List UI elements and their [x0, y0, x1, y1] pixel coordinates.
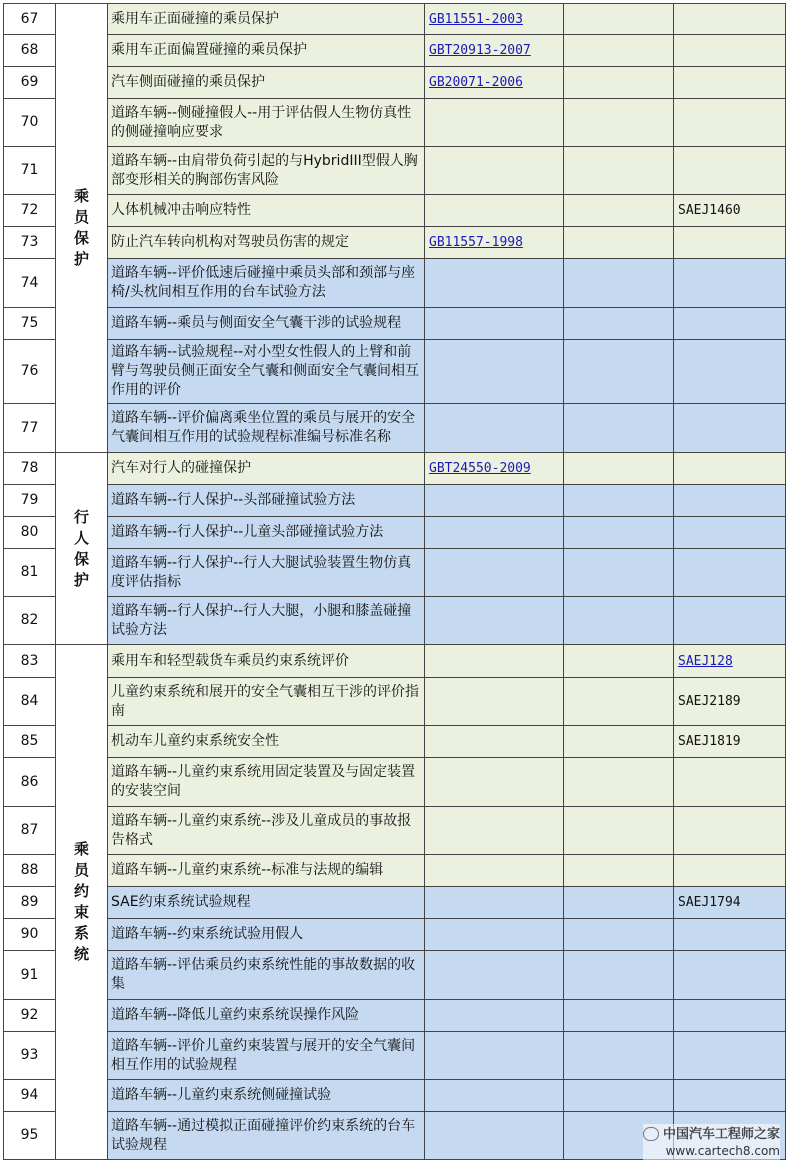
- gb-standard-code: [425, 259, 564, 308]
- gb-standard-code: [425, 678, 564, 726]
- table-row: [4, 726, 786, 758]
- gb-standard-code: [425, 67, 564, 99]
- other-standard-code: [564, 726, 674, 758]
- other-standard-code: [564, 195, 674, 227]
- watermark-title: 中国汽车工程师之家: [662, 1127, 780, 1142]
- standard-name-text: 道路车辆--行人保护--行人大腿，小腿和膝盖碰撞试验方法: [111, 602, 412, 638]
- sae-standard-code: [674, 259, 786, 308]
- standard-name-text: 道路车辆--儿童约束系统--涉及儿童成员的事故报告格式: [111, 812, 412, 848]
- standard-name-text: 道路车辆--评估乘员约束系统性能的事故数据的收集: [111, 957, 416, 992]
- gb-standard-code: [425, 227, 564, 259]
- sae-standard-code: [674, 485, 786, 517]
- standard-name: [108, 195, 425, 227]
- gb-standard-code: [425, 195, 564, 227]
- row-number: 82: [4, 597, 56, 645]
- sae-standard-code: [674, 308, 786, 340]
- table-row: [4, 147, 786, 195]
- standard-name-text: 道路车辆--约束系统试验用假人: [111, 926, 304, 942]
- wechat-icon: [643, 1127, 659, 1141]
- sae-standard-code: [674, 4, 786, 35]
- standard-name: [108, 4, 425, 35]
- standard-name-text: 人体机械冲击响应特性: [111, 202, 251, 218]
- gb-standard-code: [425, 919, 564, 951]
- gb-standard-code: [425, 453, 564, 485]
- row-number: 86: [4, 758, 56, 807]
- standard-name: [108, 1080, 425, 1112]
- sae-standard-code: [674, 67, 786, 99]
- standard-name-text: 道路车辆--评价儿童约束装置与展开的安全气囊间相互作用的试验规程: [111, 1037, 416, 1073]
- row-number: 89: [4, 887, 56, 919]
- watermark: [643, 1124, 780, 1160]
- other-standard-code: [564, 4, 674, 35]
- gb-standard-code: [425, 1000, 564, 1032]
- other-standard-code: [564, 678, 674, 726]
- gb-standard-code: [425, 549, 564, 597]
- gb-standard-code: [425, 645, 564, 678]
- other-standard-code: [564, 951, 674, 1000]
- standard-name: [108, 855, 425, 887]
- other-standard-code: [564, 453, 674, 485]
- category-label: 乘员保护: [74, 187, 90, 268]
- row-number: 71: [4, 147, 56, 195]
- standard-name-text: SAE约束系统试验规程: [111, 894, 251, 910]
- sae-standard-code: [674, 887, 786, 919]
- sae-standard-code: [674, 147, 786, 195]
- gb-standard-link[interactable]: GB11551-2003: [429, 11, 523, 27]
- standard-name: [108, 340, 425, 404]
- standard-name: [108, 517, 425, 549]
- gb-standard-code: [425, 807, 564, 855]
- standard-name: [108, 67, 425, 99]
- standard-name: [108, 35, 425, 67]
- sae-standard-code: [674, 807, 786, 855]
- standard-name: [108, 1032, 425, 1080]
- sae-standard-code: [674, 195, 786, 227]
- table-row: [4, 597, 786, 645]
- gb-standard-code: [425, 1032, 564, 1080]
- row-number: 80: [4, 517, 56, 549]
- row-number: 87: [4, 807, 56, 855]
- sae-standard-text: SAEJ2189: [678, 694, 741, 709]
- gb-standard-code: [425, 485, 564, 517]
- category-label: 乘员约束系统: [74, 840, 90, 963]
- table-row: [4, 1000, 786, 1032]
- standard-name-text: 道路车辆--降低儿童约束系统误操作风险: [111, 1007, 360, 1023]
- other-standard-code: [564, 645, 674, 678]
- standard-name: [108, 1112, 425, 1160]
- table-row: [4, 807, 786, 855]
- standard-name: [108, 919, 425, 951]
- gb-standard-code: [425, 951, 564, 1000]
- sae-standard-code: [674, 758, 786, 807]
- gb-standard-code: [425, 1080, 564, 1112]
- row-number: 77: [4, 404, 56, 453]
- gb-standard-code: [425, 517, 564, 549]
- gb-standard-code: [425, 855, 564, 887]
- table-row: [4, 308, 786, 340]
- standard-name: [108, 99, 425, 147]
- standard-name: [108, 678, 425, 726]
- row-number: 88: [4, 855, 56, 887]
- standard-name: [108, 726, 425, 758]
- table-row: [4, 227, 786, 259]
- row-number: 95: [4, 1112, 56, 1160]
- other-standard-code: [564, 485, 674, 517]
- sae-standard-code: [674, 227, 786, 259]
- standard-name-text: 道路车辆--由肩带负荷引起的与HybridIII型假人胸部变形相关的胸部伤害风险: [111, 152, 418, 188]
- standard-name: [108, 147, 425, 195]
- standard-name-text: 道路车辆--行人保护--儿童头部碰撞试验方法: [111, 524, 384, 540]
- table-row: [4, 340, 786, 404]
- row-number: 90: [4, 919, 56, 951]
- row-number: 76: [4, 340, 56, 404]
- row-number: 75: [4, 308, 56, 340]
- standard-name: [108, 227, 425, 259]
- other-standard-code: [564, 340, 674, 404]
- other-standard-code: [564, 517, 674, 549]
- standard-name: [108, 1000, 425, 1032]
- standard-name-text: 道路车辆--通过模拟正面碰撞评价约束系统的台车试验规程: [111, 1117, 416, 1153]
- row-number: 84: [4, 678, 56, 726]
- row-number: 92: [4, 1000, 56, 1032]
- row-number: 70: [4, 99, 56, 147]
- table-row: [4, 453, 786, 485]
- table-row: [4, 678, 786, 726]
- category-cell-pedestrian: [56, 453, 108, 645]
- standard-name: [108, 485, 425, 517]
- table-row: [4, 35, 786, 67]
- other-standard-code: [564, 404, 674, 453]
- sae-standard-text: SAEJ1794: [678, 895, 741, 910]
- standard-name-text: 乘用车正面偏置碰撞的乘员保护: [111, 42, 307, 58]
- row-number: 91: [4, 951, 56, 1000]
- standard-name-text: 汽车侧面碰撞的乘员保护: [111, 74, 265, 90]
- category-label: 行人保护: [74, 507, 90, 589]
- sae-standard-code: [674, 340, 786, 404]
- row-number: 79: [4, 485, 56, 517]
- category-cell-occupant: [56, 4, 108, 453]
- table-row: [4, 195, 786, 227]
- table-row: [4, 259, 786, 308]
- gb-standard-code: [425, 758, 564, 807]
- other-standard-code: [564, 1032, 674, 1080]
- standard-name-text: 道路车辆--试验规程--对小型女性假人的上臂和前臂与驾驶员侧正面安全气囊和侧面安全气囊间相互作用的评价: [111, 344, 419, 398]
- row-number: 93: [4, 1032, 56, 1080]
- table-row: [4, 758, 786, 807]
- standard-name: [108, 807, 425, 855]
- sae-standard-code: [674, 678, 786, 726]
- gb-standard-code: [425, 340, 564, 404]
- standard-name: [108, 951, 425, 1000]
- standard-name-text: 道路车辆--侧碰撞假人--用于评估假人生物仿真性的侧碰撞响应要求: [111, 104, 412, 140]
- table-row: [4, 67, 786, 99]
- other-standard-code: [564, 67, 674, 99]
- standard-name-text: 汽车对行人的碰撞保护: [111, 460, 251, 476]
- gb-standard-code: [425, 887, 564, 919]
- gb-standard-code: [425, 99, 564, 147]
- gb-standard-code: [425, 35, 564, 67]
- sae-standard-code: [674, 1080, 786, 1112]
- standard-name-text: 防止汽车转向机构对驾驶员伤害的规定: [111, 234, 349, 250]
- other-standard-code: [564, 1000, 674, 1032]
- sae-standard-code: [674, 404, 786, 453]
- row-number: 78: [4, 453, 56, 485]
- other-standard-code: [564, 99, 674, 147]
- other-standard-code: [564, 259, 674, 308]
- row-number: 74: [4, 259, 56, 308]
- sae-standard-code: [674, 99, 786, 147]
- sae-standard-code: [674, 549, 786, 597]
- standard-name-text: 道路车辆--儿童约束系统用固定装置及与固定装置的安装空间: [111, 764, 416, 799]
- standard-name-text: 乘用车和轻型载货车乘员约束系统评价: [111, 652, 349, 669]
- sae-standard-code: [674, 645, 786, 678]
- gb-standard-code: [425, 4, 564, 35]
- other-standard-code: [564, 308, 674, 340]
- standard-name: [108, 758, 425, 807]
- other-standard-code: [564, 35, 674, 67]
- standard-name: [108, 453, 425, 485]
- row-number: 94: [4, 1080, 56, 1112]
- sae-standard-code: [674, 1000, 786, 1032]
- row-number: 67: [4, 4, 56, 35]
- sae-standard-link[interactable]: SAEJ128: [678, 653, 733, 669]
- sae-standard-code: [674, 919, 786, 951]
- other-standard-code: [564, 549, 674, 597]
- gb-standard-code: [425, 1112, 564, 1160]
- sae-standard-code: [674, 1032, 786, 1080]
- table-row: [4, 99, 786, 147]
- standard-name: [108, 308, 425, 340]
- standard-name-text: 道路车辆--评价低速后碰撞中乘员头部和颈部与座椅/头枕间相互作用的台车试验方法: [111, 265, 416, 300]
- table-row: [4, 1080, 786, 1112]
- standard-name-text: 机动车儿童约束系统安全性: [111, 733, 279, 749]
- sae-standard-code: [674, 855, 786, 887]
- table-row: [4, 517, 786, 549]
- table-row: [4, 4, 786, 35]
- gb-standard-code: [425, 726, 564, 758]
- gb-standard-link[interactable]: GBT20913-2007: [429, 43, 531, 58]
- standard-name-text: 道路车辆--儿童约束系统侧碰撞试验: [111, 1087, 332, 1103]
- other-standard-code: [564, 227, 674, 259]
- standard-name-text: 儿童约束系统和展开的安全气囊相互干涉的评价指南: [111, 683, 419, 719]
- other-standard-code: [564, 147, 674, 195]
- row-number: 69: [4, 67, 56, 99]
- row-number: 81: [4, 549, 56, 597]
- other-standard-code: [564, 758, 674, 807]
- table-row: [4, 485, 786, 517]
- gb-standard-code: [425, 597, 564, 645]
- table-row: [4, 919, 786, 951]
- gb-standard-code: [425, 308, 564, 340]
- sae-standard-text: SAEJ1819: [678, 734, 741, 749]
- standard-name-text: 乘用车正面碰撞的乘员保护: [111, 10, 279, 27]
- watermark-url: www.cartech8.com: [665, 1144, 780, 1158]
- table-row: [4, 404, 786, 453]
- standard-name: [108, 259, 425, 308]
- table-row: [4, 645, 786, 678]
- gb-standard-link[interactable]: GB20071-2006: [429, 75, 523, 90]
- standard-name-text: 道路车辆--评价偏离乘坐位置的乘员与展开的安全气囊间相互作用的试验规程标准编号标准名称: [111, 410, 416, 445]
- table-row: [4, 887, 786, 919]
- sae-standard-text: SAEJ1460: [678, 203, 741, 218]
- row-number: 73: [4, 227, 56, 259]
- standard-name: [108, 887, 425, 919]
- other-standard-code: [564, 1080, 674, 1112]
- other-standard-code: [564, 887, 674, 919]
- standard-name: [108, 645, 425, 678]
- gb-standard-link[interactable]: GB11557-1998: [429, 235, 523, 250]
- standard-name-text: 道路车辆--儿童约束系统--标准与法规的编辑: [111, 862, 384, 878]
- standards-table-sheet: [3, 3, 785, 1160]
- sae-standard-code: [674, 597, 786, 645]
- standard-name-text: 道路车辆--乘员与侧面安全气囊干涉的试验规程: [111, 315, 402, 331]
- gb-standard-link[interactable]: GBT24550-2009: [429, 461, 531, 476]
- other-standard-code: [564, 807, 674, 855]
- table-row: [4, 1032, 786, 1080]
- standard-name: [108, 404, 425, 453]
- other-standard-code: [564, 597, 674, 645]
- sae-standard-code: [674, 517, 786, 549]
- row-number: 85: [4, 726, 56, 758]
- category-cell-restraint: [56, 645, 108, 1160]
- standards-table: [3, 3, 786, 1160]
- other-standard-code: [564, 919, 674, 951]
- table-row: [4, 855, 786, 887]
- row-number: 83: [4, 645, 56, 678]
- table-row: [4, 951, 786, 1000]
- gb-standard-code: [425, 404, 564, 453]
- sae-standard-code: [674, 726, 786, 758]
- row-number: 72: [4, 195, 56, 227]
- gb-standard-code: [425, 147, 564, 195]
- sae-standard-code: [674, 951, 786, 1000]
- standard-name-text: 道路车辆--行人保护--行人大腿试验装置生物仿真度评估指标: [111, 554, 412, 590]
- standard-name-text: 道路车辆--行人保护--头部碰撞试验方法: [111, 492, 356, 508]
- row-number: 68: [4, 35, 56, 67]
- other-standard-code: [564, 855, 674, 887]
- table-row: [4, 549, 786, 597]
- sae-standard-code: [674, 35, 786, 67]
- standard-name: [108, 549, 425, 597]
- sae-standard-code: [674, 453, 786, 485]
- standard-name: [108, 597, 425, 645]
